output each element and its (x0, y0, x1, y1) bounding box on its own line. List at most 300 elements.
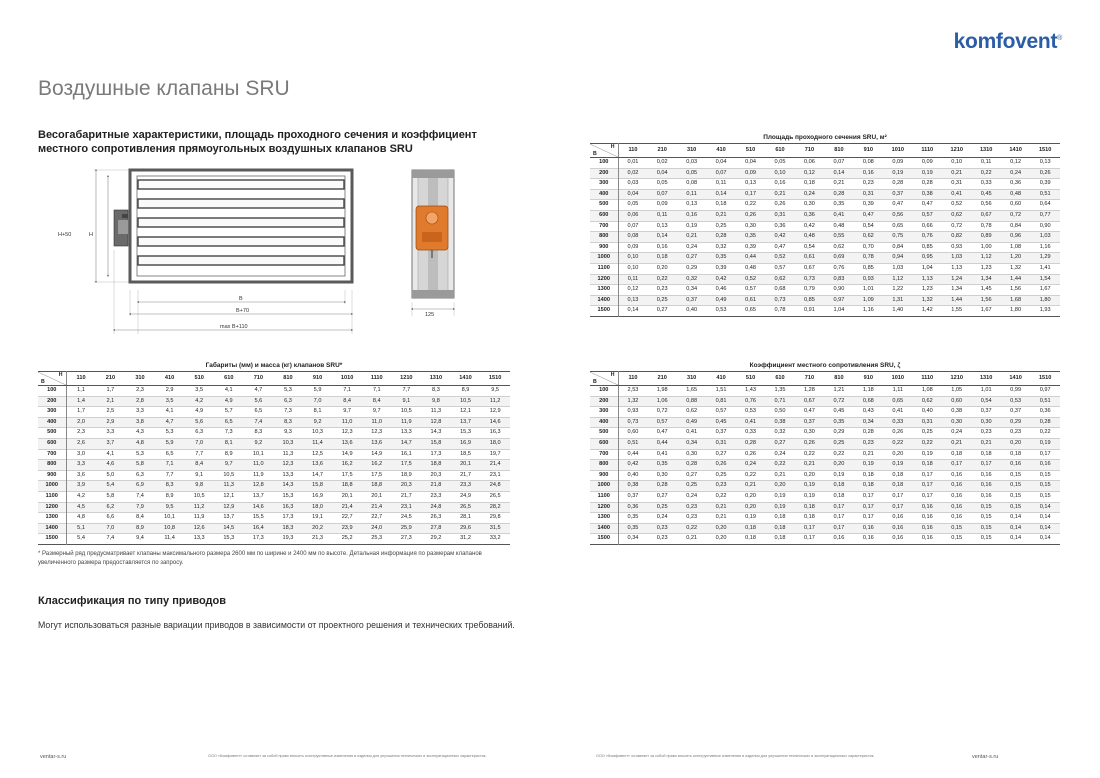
table-cell: 0,23 (1010, 429, 1022, 436)
table-cell: 0,65 (892, 397, 904, 404)
column-header: 610 (765, 372, 794, 386)
table-cell: 0,21 (715, 503, 727, 510)
table-cell: 0,18 (980, 450, 992, 457)
table-cell: 0,16 (951, 503, 963, 510)
table-cell: 0,33 (980, 180, 992, 187)
row-header: 500 (590, 428, 618, 439)
table-cell: 3,0 (77, 450, 85, 457)
table-cell: 0,67 (804, 264, 815, 271)
footer-site-left[interactable]: ventar-s.ru (40, 754, 67, 760)
table-cell: 0,09 (921, 159, 933, 165)
table-cell: 1,23 (980, 264, 992, 271)
table-cell: 0,07 (833, 159, 845, 165)
table-cell: 11,0 (341, 418, 353, 425)
table-cell: 17,3 (430, 450, 442, 457)
table-cell: 11,4 (164, 535, 175, 542)
table-cell: 0,42 (715, 275, 727, 282)
table-cell: 15,8 (312, 482, 323, 489)
table-cell: 4,7 (254, 387, 263, 393)
table-cell: 0,76 (745, 397, 756, 404)
table-cell: 8,9 (461, 387, 470, 393)
table-cell: 0,18 (774, 524, 786, 531)
table-cell: 5,8 (136, 461, 144, 468)
table-cell: 0,19 (1039, 439, 1051, 446)
table-cell: 0,39 (715, 264, 727, 271)
table-cell: 0,61 (745, 296, 756, 303)
row-header: 600 (590, 210, 618, 221)
table-cell: 6,2 (106, 503, 115, 510)
column-header: 1110 (362, 372, 392, 386)
table-cell: 0,25 (686, 482, 698, 489)
table-cell: 0,32 (774, 429, 786, 436)
table-cell: 9,4 (136, 535, 144, 542)
table-row (590, 158, 1060, 169)
table-cell: 0,44 (627, 450, 639, 457)
table-cell: 0,22 (745, 471, 756, 478)
table-cell: 0,52 (745, 275, 756, 282)
table-cell: 0,17 (833, 503, 845, 510)
table-cell: 25,2 (341, 535, 353, 542)
table-cell: 4,5 (77, 503, 85, 510)
table-cell: 3,3 (136, 408, 144, 415)
table-cell: 0,72 (833, 397, 845, 404)
table-cell: 0,27 (774, 439, 786, 446)
table-cell: 1,68 (1010, 296, 1022, 303)
row-header: 600 (590, 438, 618, 449)
table-cell: 0,16 (921, 535, 933, 542)
table-cell: 0,11 (980, 159, 992, 165)
table-cell: 4,1 (165, 408, 174, 415)
table-cell: 1,35 (774, 387, 786, 393)
table-cell: 7,7 (165, 471, 174, 478)
mass-table-caption: Габариты (мм) и масса (кг) клапанов SRU* (205, 362, 343, 369)
table-cell: 1,32 (627, 397, 639, 404)
table-cell: 0,69 (833, 254, 845, 261)
table-cell: 5,3 (284, 387, 292, 393)
table-cell: 0,40 (627, 471, 639, 478)
table-cell: 0,48 (1010, 190, 1022, 197)
table-cell: 1,16 (862, 307, 874, 314)
column-header: 1210 (942, 372, 971, 386)
table-cell: 0,05 (656, 180, 668, 187)
column-header: 210 (647, 372, 676, 386)
table-cell: 0,24 (951, 429, 963, 436)
table-cell: 27,8 (430, 524, 442, 531)
table-cell: 0,47 (656, 429, 668, 436)
table-row (590, 470, 1060, 481)
table-cell: 0,14 (656, 233, 668, 240)
column-header: 1110 (913, 372, 942, 386)
table-cell: 14,6 (489, 418, 501, 425)
table-cell: 0,15 (951, 535, 963, 542)
table-cell: 0,17 (980, 461, 992, 468)
table-cell: 33,2 (489, 535, 501, 542)
column-header: 810 (824, 372, 853, 386)
table-cell: 8,9 (165, 492, 174, 499)
row-header: 100 (590, 386, 618, 397)
table-cell: 0,06 (627, 211, 639, 218)
column-header: 1510 (1030, 144, 1060, 158)
table-cell: 4,2 (195, 397, 204, 404)
table-cell: 0,29 (1010, 418, 1022, 425)
table-cell: 7,4 (136, 492, 144, 499)
table-cell: 0,70 (862, 243, 874, 250)
row-header: 700 (38, 449, 66, 460)
table-cell: 29,8 (489, 514, 501, 521)
table-cell: 0,41 (951, 190, 963, 197)
table-cell: 0,16 (892, 514, 904, 521)
table-cell: 10,1 (252, 450, 264, 457)
table-cell: 0,28 (921, 180, 933, 187)
page-title: Воздушные клапаны SRU (38, 77, 290, 100)
table-cell: 1,28 (804, 387, 815, 393)
table-cell: 9,7 (343, 408, 352, 415)
corner-header (590, 144, 618, 158)
table-cell: 0,04 (656, 169, 668, 176)
table-cell: 0,35 (627, 524, 639, 531)
table-row (38, 491, 510, 502)
table-cell: 2,6 (77, 439, 85, 446)
row-header: 300 (590, 179, 618, 190)
table-cell: 0,18 (1010, 450, 1022, 457)
table-cell: 0,04 (715, 159, 727, 165)
table-cell: 13,3 (282, 471, 294, 478)
table-cell: 14,9 (371, 450, 383, 457)
footer-site-right[interactable]: ventar-s.ru (972, 754, 999, 760)
table-cell: 0,23 (862, 439, 874, 446)
table-cell: 0,38 (921, 190, 933, 197)
table-cell: 0,37 (980, 408, 992, 415)
table-cell: 27,3 (400, 535, 412, 542)
row-header: 400 (38, 417, 66, 428)
table-cell: 0,16 (921, 524, 933, 531)
table-cell: 5,9 (313, 387, 322, 393)
table-cell: 0,41 (892, 408, 904, 415)
table-cell: 0,35 (656, 461, 668, 468)
table-cell: 0,14 (1010, 535, 1022, 542)
corner-h-label: H (610, 144, 615, 150)
table-cell: 2,8 (136, 397, 144, 404)
table-cell: 1,32 (1010, 264, 1022, 271)
table-cell: 10,8 (164, 524, 176, 531)
table-cell: 0,24 (774, 450, 786, 457)
row-header: 100 (590, 158, 618, 169)
table-cell: 0,72 (951, 222, 963, 229)
table-cell: 5,6 (195, 418, 204, 425)
table-row (590, 285, 1060, 296)
table-row (38, 460, 510, 471)
table-cell: 1,06 (656, 397, 668, 404)
area-table (590, 132, 1060, 317)
table-cell: 1,7 (77, 408, 85, 415)
table-cell: 10,5 (460, 397, 471, 404)
table-cell: 0,15 (980, 535, 992, 542)
table-cell: 24,5 (400, 514, 412, 521)
table-cell: 5,6 (254, 397, 263, 404)
table-cell: 7,7 (195, 450, 204, 457)
table-cell: 0,56 (980, 201, 992, 208)
table-cell: 0,05 (627, 201, 639, 208)
table-cell: 0,18 (862, 471, 874, 478)
table-cell: 0,27 (656, 492, 668, 499)
table-cell: 0,22 (833, 450, 845, 457)
table-cell: 1,04 (833, 307, 845, 314)
table-cell: 0,12 (627, 286, 639, 293)
table-row (590, 386, 1060, 397)
section-heading-actuators: Классификация по типу приводов (38, 595, 226, 607)
table-cell: 20,3 (430, 471, 442, 478)
table-cell: 0,02 (656, 159, 668, 165)
table-cell: 0,52 (774, 254, 786, 261)
table-cell: 22,7 (371, 514, 383, 521)
table-cell: 7,0 (106, 524, 115, 531)
table-cell: 0,57 (715, 408, 727, 415)
table-cell: 0,16 (892, 535, 904, 542)
table-cell: 0,17 (745, 190, 756, 197)
table-cell: 0,16 (686, 211, 698, 218)
table-cell: 0,41 (833, 211, 845, 218)
table-cell: 0,54 (980, 397, 992, 404)
table-cell: 0,55 (833, 233, 845, 240)
table-cell: 3,5 (165, 397, 174, 404)
table-cell: 0,38 (951, 408, 963, 415)
table-cell: 0,35 (627, 514, 639, 521)
table-cell: 0,61 (804, 254, 815, 261)
table-cell: 0,16 (951, 514, 963, 521)
table-cell: 0,15 (1010, 492, 1022, 499)
table-cell: 8,4 (372, 397, 381, 404)
table-cell: 0,17 (1039, 450, 1051, 457)
table-cell: 12,1 (460, 408, 471, 415)
table-cell: 0,22 (921, 439, 933, 446)
footer-note-right: ООО «Комфовент» оставляет за собой право вносить конструктивные изменения в изделия для улучшения технических и эксплуатационных характеристик. (596, 754, 875, 758)
table-cell: 18,3 (282, 524, 294, 531)
table-cell: 23,1 (489, 471, 501, 478)
table-cell: 0,21 (833, 180, 845, 187)
table-cell: 0,07 (715, 169, 727, 176)
table-cell: 20,2 (312, 524, 323, 531)
table-cell: 7,3 (224, 429, 233, 436)
column-header: 210 (96, 372, 126, 386)
table-cell: 0,16 (833, 535, 845, 542)
table-cell: 0,21 (686, 535, 698, 542)
table-cell: 0,14 (1039, 514, 1051, 521)
table-cell: 4,3 (136, 429, 144, 436)
row-header: 400 (590, 189, 618, 200)
table-row (38, 534, 510, 545)
table-cell: 4,2 (77, 492, 85, 499)
table-cell: 1,08 (921, 387, 933, 393)
row-header: 1400 (590, 523, 618, 534)
table-cell: 0,19 (921, 450, 933, 457)
table-cell: 25,3 (371, 535, 383, 542)
table-cell: 0,32 (715, 243, 727, 250)
table-cell: 0,21 (804, 461, 815, 468)
table-cell: 1,23 (921, 286, 933, 293)
table-cell: 8,1 (224, 439, 233, 446)
resistance-table (590, 360, 1060, 545)
table-cell: 0,47 (892, 201, 904, 208)
table-cell: 1,13 (921, 275, 933, 282)
column-header: 910 (854, 372, 883, 386)
table-cell: 0,17 (804, 524, 815, 531)
table-cell: 0,85 (804, 296, 815, 303)
table-cell: 1,67 (1039, 286, 1051, 293)
row-header: 500 (38, 428, 66, 439)
table-cell: 3,6 (77, 471, 85, 478)
table-cell: 0,52 (951, 201, 963, 208)
column-header: 1010 (883, 144, 912, 158)
table-cell: 0,51 (1039, 397, 1051, 404)
row-header: 1500 (38, 534, 66, 545)
table-cell: 0,45 (980, 190, 992, 197)
table-cell: 0,57 (774, 264, 786, 271)
table-cell: 26,5 (489, 492, 501, 499)
table-cell: 0,06 (804, 159, 815, 165)
table-cell: 0,30 (804, 201, 815, 208)
table-cell: 19,3 (282, 535, 294, 542)
table-cell: 0,20 (656, 264, 668, 271)
table-cell: 10,5 (400, 408, 412, 415)
table-cell: 1,7 (106, 387, 115, 393)
table-cell: 1,44 (951, 296, 963, 303)
table-cell: 1,16 (1039, 243, 1051, 250)
table-cell: 8,3 (284, 418, 292, 425)
table-cell: 12,3 (341, 429, 353, 436)
table-cell: 0,16 (862, 535, 874, 542)
table-cell: 9,1 (195, 471, 204, 478)
table-cell: 1,93 (1039, 307, 1051, 314)
table-cell: 0,19 (921, 169, 933, 176)
table-cell: 0,15 (1039, 492, 1051, 499)
table-row (590, 200, 1060, 211)
table-cell: 0,10 (627, 254, 639, 261)
table-row (38, 513, 510, 524)
table-cell: 0,09 (656, 201, 668, 208)
table-cell: 0,62 (862, 233, 874, 240)
table-cell: 12,6 (193, 524, 205, 531)
table-cell: 0,16 (921, 514, 933, 521)
table-cell: 1,80 (1010, 307, 1022, 314)
table-cell: 0,56 (892, 211, 904, 218)
table-cell: 1,51 (715, 387, 727, 393)
table-cell: 0,15 (980, 503, 992, 510)
table-cell: 0,39 (862, 201, 874, 208)
table-cell: 3,7 (106, 439, 115, 446)
row-header: 800 (590, 232, 618, 243)
table-cell: 24,8 (489, 482, 501, 489)
table-cell: 0,25 (715, 222, 727, 229)
dim-b70: B+70 (236, 308, 249, 314)
table-cell: 0,23 (980, 429, 992, 436)
row-header: 1000 (590, 253, 618, 264)
table-cell: 1,34 (980, 275, 992, 282)
table-row (38, 396, 510, 407)
table-cell: 0,25 (656, 503, 668, 510)
column-header: 510 (736, 144, 765, 158)
table-cell: 0,23 (715, 482, 727, 489)
table-cell: 2,9 (165, 387, 174, 393)
table-cell: 0,16 (980, 482, 992, 489)
table-cell: 0,78 (980, 222, 992, 229)
table-cell: 0,15 (1010, 503, 1022, 510)
table-cell: 11,9 (401, 418, 412, 425)
resistance-table-caption: Коэффициент местного сопротивления SRU, ζ (749, 362, 901, 369)
table-cell: 7,1 (165, 461, 174, 468)
table-cell: 14,7 (400, 439, 412, 446)
table-cell: 10,3 (312, 429, 323, 436)
table-cell: 0,28 (1039, 418, 1051, 425)
table-cell: 0,26 (745, 211, 756, 218)
table-cell: 0,25 (833, 439, 845, 446)
table-cell: 0,28 (715, 233, 727, 240)
table-cell: 0,85 (921, 243, 933, 250)
table-cell: 4,6 (106, 461, 115, 468)
footnote: * Размерный ряд предусматривает клапаны максимального размера 2600 мм по ширине и 2400 мм по высоте. Детальная информация по размерам клапанов увеличенного размера предоставляется по запросу. (38, 551, 482, 566)
table-cell: 13,7 (460, 418, 471, 425)
table-row (38, 417, 510, 428)
row-header: 300 (38, 407, 66, 418)
row-header: 700 (590, 221, 618, 232)
table-cell: 8,4 (195, 461, 204, 468)
table-cell: 0,99 (1010, 387, 1022, 393)
table-row (38, 386, 510, 397)
table-cell: 0,45 (833, 408, 845, 415)
table-cell: 0,21 (980, 439, 992, 446)
table-cell: 13,6 (312, 461, 323, 468)
column-header: 1110 (913, 144, 942, 158)
table-cell: 13,6 (341, 439, 353, 446)
table-cell: 0,71 (774, 397, 786, 404)
table-cell: 0,37 (715, 429, 727, 436)
table-row (590, 274, 1060, 285)
row-header: 1400 (590, 295, 618, 306)
table-cell: 4,8 (136, 439, 144, 446)
table-cell: 0,15 (980, 524, 992, 531)
table-cell: 17,5 (400, 461, 412, 468)
table-cell: 2,3 (136, 387, 144, 393)
table-row (590, 428, 1060, 439)
table-cell: 0,20 (745, 503, 756, 510)
table-cell: 7,7 (402, 387, 411, 393)
table-cell: 0,18 (656, 254, 668, 261)
table-cell: 8,4 (136, 514, 144, 521)
row-header: 900 (590, 470, 618, 481)
corner-b-label: B (593, 379, 597, 385)
mass-table (38, 360, 510, 545)
row-header: 600 (38, 438, 66, 449)
table-cell: 5,1 (77, 524, 85, 531)
table-cell: 11,3 (282, 450, 294, 457)
table-cell: 14,9 (341, 450, 353, 457)
table-cell: 17,3 (252, 535, 264, 542)
table-cell: 16,1 (400, 450, 412, 457)
table-cell: 1,54 (1039, 275, 1051, 282)
table-cell: 20,1 (460, 461, 471, 468)
table-cell: 0,30 (980, 418, 992, 425)
table-cell: 0,16 (1039, 461, 1051, 468)
table-cell: 16,4 (252, 524, 264, 531)
table-cell: 16,9 (460, 439, 471, 446)
table-cell: 0,34 (627, 535, 639, 542)
table-cell: 0,72 (656, 408, 668, 415)
table-row (38, 502, 510, 513)
table-cell: 0,13 (745, 180, 756, 187)
table-cell: 0,12 (804, 169, 815, 176)
table-cell: 1,44 (1010, 275, 1022, 282)
table-cell: 18,8 (341, 482, 353, 489)
table-cell: 9,1 (402, 397, 411, 404)
